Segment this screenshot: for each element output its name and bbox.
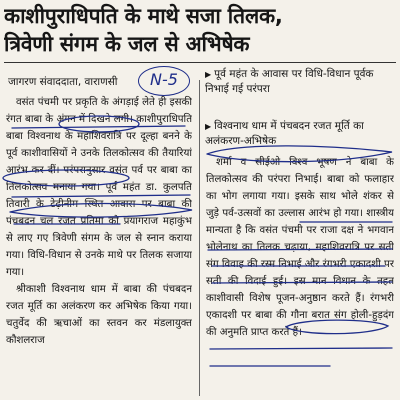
right-column [206,154,394,398]
headline-rule [4,62,396,63]
left-column [6,94,192,398]
subhead-2 [205,119,395,149]
subhead-2-text: विश्वनाथ धाम में पंचबदन रजत मूर्ति का अलंकरण-अभिषेक [205,120,364,147]
bullet-triangle-icon: ▶ [205,122,212,131]
bullet-triangle-icon: ▶ [205,70,212,79]
handwritten-mark: N-5 [138,66,190,96]
byline: जागरण संवाददाता, वाराणसी [8,76,118,88]
right-paragraph-1: शर्मा व सीईओ विश्व भूषण ने बाबा के तिलकोत्सव की परंपरा निभाई। बाबा को फलाहार का भोग लगाया गया। इसके साथ भोले शंकर से जुड़े पर्व-उत्सवों का उल्लास आरंभ हो गया। शास्त्रीय मान्यता है कि वसंत पंचमी पर राजा दक्ष ने भगवान भोलेनाथ का तिलक चढ़ाया, महाशिवरात्रि पर सती संग विवाह की रस्म निभाई और रंगभरी एकादशी पर सती की विदाई हुई। इस मान विधान के तहत काशीवासी विशेष पूजन-अनुष्ठान करते हैं। रंगभरी एकादशी पर बाबा की गौना बरात संग होली-हुड़दंग की अनुमति प्राप्त करते हैं। [206,157,394,338]
subhead-1 [205,67,395,97]
headline [4,2,396,58]
column-divider [199,80,200,396]
left-paragraph-2: श्रीकाशी विश्वनाथ धाम में बाबा की पंचबदन रजत मूर्ति का अलंकरण कर अभिषेक किया गया। चतुर्वेद की ऋचाओं का स्तवन कर मंडलायुक्त कौशलराज [6,284,192,346]
headline-line-2: त्रिवेणी संगम के जल से अभिषेक [4,32,250,56]
headline-line-1: काशीपुराधिपति के माथे सजा तिलक, [4,4,283,28]
left-paragraph-1: वसंत पंचमी पर प्रकृति के अंगड़ाई लेते ही इसकी रंगत बाबा के अंगन में दिखने लगी। काशीपुराधिपति बाबा विश्वनाथ के महाशिवरात्रि पर दूल्हा बनने के पूर्व काशीवासियों ने उनके तिलकोत्सव की तैयारियां आरंभ कर दीं। परंपरानुसार वसंत पर्व पर बाबा का तिलकोत्सव मनाया गया। पूर्व महंत डा. कुलपति तिवारी के टेढ़ीनीम स्थित आवास पर बाबा की पंचबदन चल रजत प्रतिमा को प्रयागराज महाकुंभ से लाए गए त्रिवेणी संगम के जल से स्नान कराया गया। विधि-विधान से उनके माथे पर तिलक सजाया गया। [6,97,192,278]
subhead-1-text: पूर्व महंत के आवास पर विधि-विधान पूर्वक निभाई गई परंपरा [205,68,374,95]
